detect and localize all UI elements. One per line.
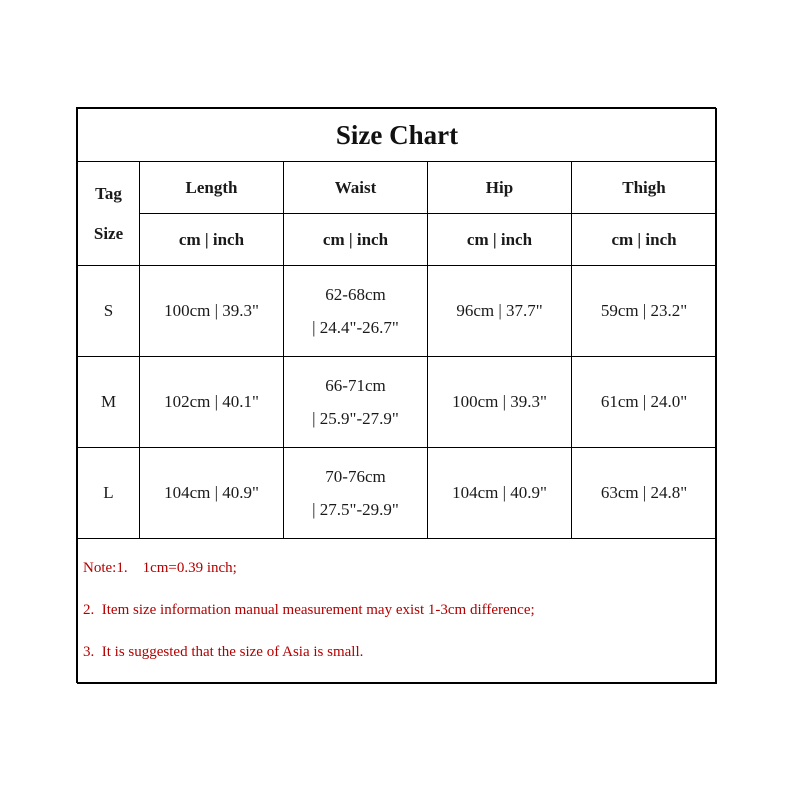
size-cell: M [78, 357, 140, 448]
col-header-thigh: Thigh [572, 162, 717, 214]
waist-cell [284, 357, 428, 448]
col-header-hip: Hip [428, 162, 572, 214]
note-item: Note:1. 1cm=0.39 inch; [83, 560, 237, 576]
size-chart [76, 107, 716, 683]
size-table [77, 108, 717, 684]
waist-cm: 62-68cm [325, 285, 386, 304]
waist-cell [284, 448, 428, 539]
size-cell: L [78, 448, 140, 539]
tag-label: Tag [95, 183, 122, 203]
waist-cm: 66-71cm [325, 376, 386, 395]
tag-size-header [78, 162, 140, 266]
note-item: 3. It is suggested that the size of Asia is small. [83, 644, 364, 660]
waist-cell [284, 266, 428, 357]
length-cell: 100cm | 39.3" [140, 266, 284, 357]
hip-cell: 100cm | 39.3" [428, 357, 572, 448]
waist-inch: | 27.5"-29.9" [312, 500, 399, 519]
thigh-cell: 63cm | 24.8" [572, 448, 717, 539]
waist-cm: 70-76cm [325, 467, 386, 486]
note-item: 2. Item size information manual measurement may exist 1-3cm difference; [83, 602, 535, 618]
chart-title: Size Chart [78, 109, 717, 162]
hip-cell: 104cm | 40.9" [428, 448, 572, 539]
notes-section [78, 539, 717, 684]
length-cell: 102cm | 40.1" [140, 357, 284, 448]
thigh-cell: 61cm | 24.0" [572, 357, 717, 448]
table-row [78, 266, 717, 357]
size-cell: S [78, 266, 140, 357]
table-row [78, 357, 717, 448]
size-label: Size [93, 223, 124, 243]
waist-inch: | 24.4"-26.7" [312, 318, 399, 337]
length-cell: 104cm | 40.9" [140, 448, 284, 539]
hip-cell: 96cm | 37.7" [428, 266, 572, 357]
unit-header: cm | inch [284, 214, 428, 266]
unit-header: cm | inch [572, 214, 717, 266]
col-header-length: Length [140, 162, 284, 214]
unit-header: cm | inch [428, 214, 572, 266]
waist-inch: | 25.9"-27.9" [312, 409, 399, 428]
table-row [78, 448, 717, 539]
unit-header: cm | inch [140, 214, 284, 266]
col-header-waist: Waist [284, 162, 428, 214]
thigh-cell: 59cm | 23.2" [572, 266, 717, 357]
